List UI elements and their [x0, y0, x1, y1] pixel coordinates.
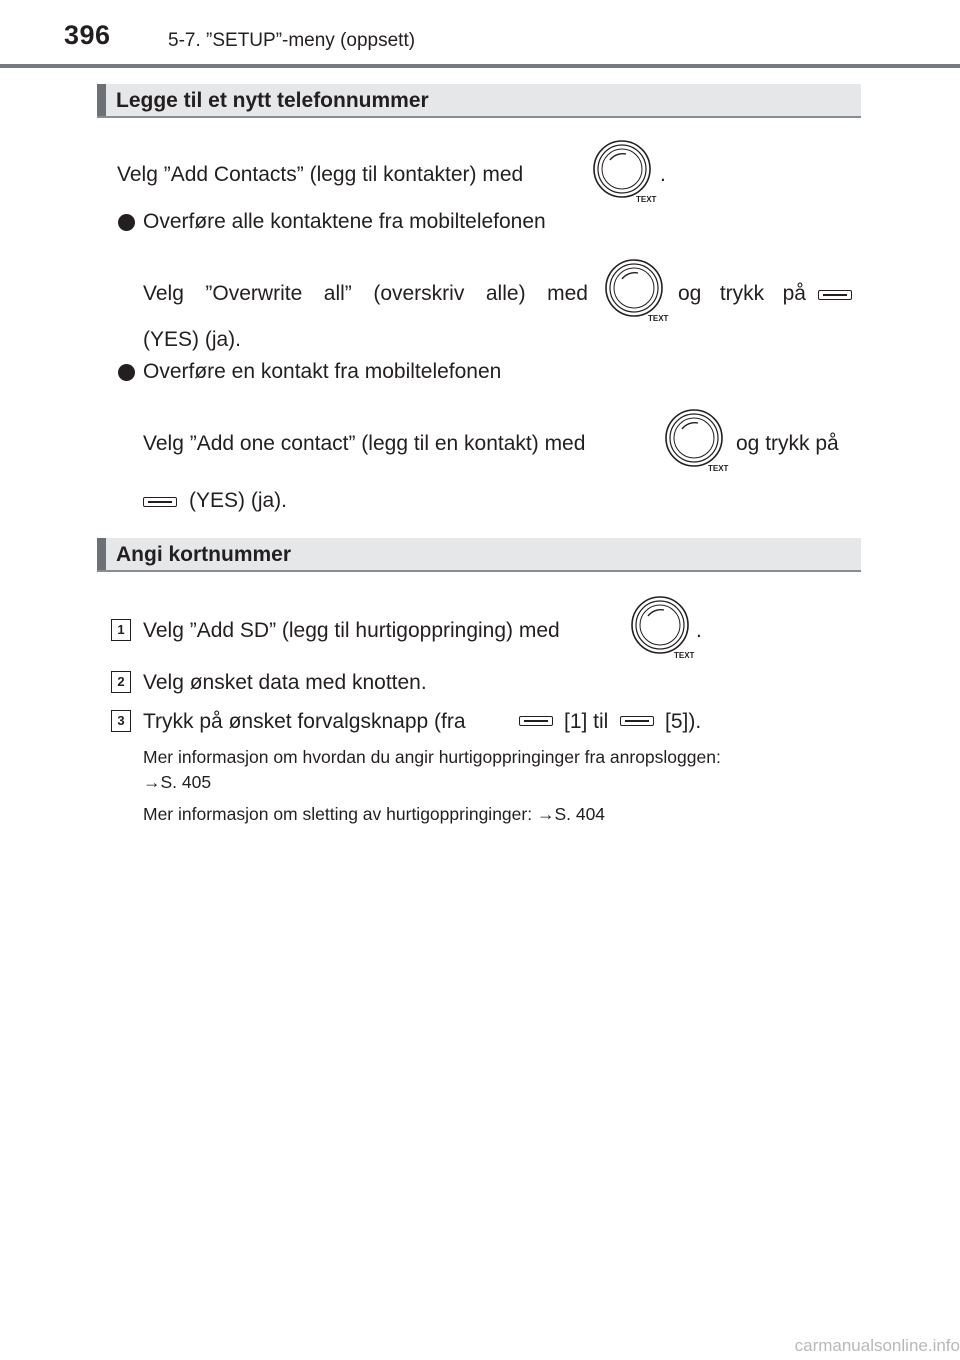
word: trykk: [719, 282, 765, 305]
preset-button-icon: [519, 716, 553, 726]
bullet2-instruction-tail: og trykk på: [736, 432, 839, 455]
text-knob-icon: [590, 138, 668, 208]
word: med: [547, 282, 588, 305]
svg-text:TEXT: TEXT: [674, 651, 695, 660]
preset-button-icon: [143, 497, 177, 507]
word: Velg: [143, 282, 184, 305]
header-rule: [0, 64, 960, 68]
word: all”: [323, 282, 352, 305]
svg-text:TEXT: TEXT: [636, 195, 657, 204]
watermark: carmanualsonline.info: [794, 1336, 960, 1355]
section-header-speed-dial: [97, 538, 861, 572]
word: ”Overwrite: [205, 282, 303, 305]
note-history-line1: Mer informasjon om hvordan du angir hurtigoppringinger fra anropsloggen:: [143, 747, 721, 767]
word: alle): [485, 282, 526, 305]
bullet-dot: [118, 214, 135, 231]
preset-button-icon: [620, 716, 654, 726]
word: på: [782, 282, 806, 305]
section-accent-bar: [97, 538, 106, 570]
step-number-3: 3: [111, 710, 131, 732]
page-number: 396: [64, 20, 111, 50]
bullet-heading-all: Overføre alle kontaktene fra mobiltelefonen: [143, 210, 546, 233]
intro-text: Velg ”Add Contacts” (legg til kontakter) med: [117, 163, 524, 186]
preset-button-icon: [818, 290, 852, 300]
svg-text:TEXT: TEXT: [708, 464, 729, 473]
section-title: Angi kortnummer: [116, 543, 292, 566]
step-number-1: 1: [111, 619, 131, 641]
step2-text: Velg ønsket data med knotten.: [143, 671, 427, 694]
chapter-title: 5-7. ”SETUP”-meny (oppsett): [168, 30, 416, 51]
word: og: [678, 282, 702, 305]
step1-text: Velg ”Add SD” (legg til hurtigoppringing) med: [143, 619, 560, 642]
step3-text-b: [1] til: [564, 710, 609, 733]
section-accent-bar: [97, 84, 106, 116]
step3-text-a: Trykk på ønsket forvalgsknapp (fra: [143, 710, 466, 733]
bullet-heading-one: Overføre en kontakt fra mobiltelefonen: [143, 360, 502, 383]
note-history-line2: →S. 405: [143, 772, 212, 792]
bullet1-instruction-line2: (YES) (ja).: [143, 328, 242, 351]
text-knob-icon: [662, 407, 740, 477]
text-knob-icon: [628, 594, 706, 664]
section-header-add-number: [97, 84, 861, 118]
bullet-dot: [118, 364, 135, 381]
intro-period: .: [660, 163, 666, 186]
step1-period: .: [696, 619, 702, 642]
text-knob-icon: [602, 257, 680, 327]
bullet2-instruction-line2: (YES) (ja).: [189, 489, 288, 512]
section-title: Legge til et nytt telefonnummer: [116, 89, 429, 112]
bullet1-instruction-tail: [678, 281, 806, 307]
word: (overskriv: [373, 282, 465, 305]
note-delete: Mer informasjon om sletting av hurtigoppringinger: →S. 404: [143, 804, 606, 824]
bullet2-instruction-line1: Velg ”Add one contact” (legg til en kontakt) med: [143, 432, 586, 455]
svg-text:TEXT: TEXT: [648, 314, 669, 323]
step3-text-c: [5]).: [665, 710, 702, 733]
step-number-2: 2: [111, 671, 131, 693]
bullet1-instruction-line1: [143, 281, 588, 307]
